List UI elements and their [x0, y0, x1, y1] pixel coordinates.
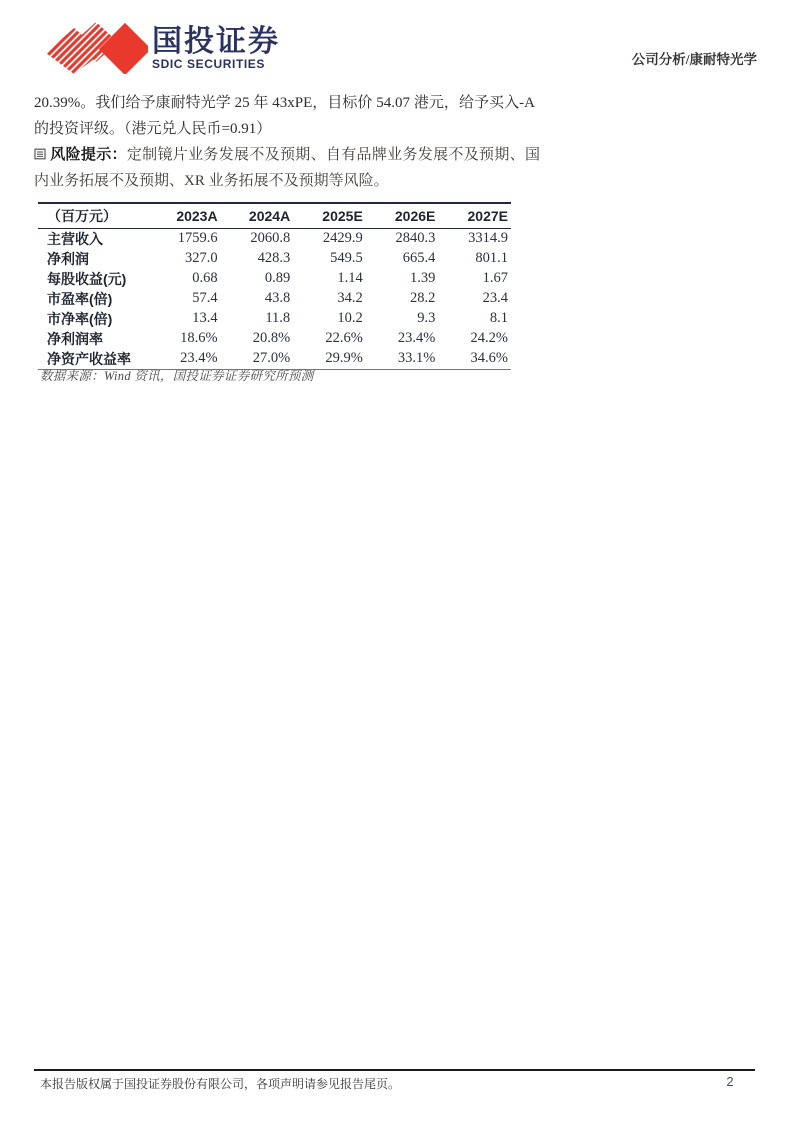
cell-value: 1.14	[337, 270, 363, 286]
brand-text	[152, 22, 280, 71]
cell-value: 29.9%	[325, 350, 363, 366]
cell-value: 9.3	[417, 310, 436, 326]
cell-value: 8.1	[489, 310, 508, 326]
table-row	[38, 249, 511, 269]
financial-table-body	[38, 228, 511, 369]
row-label: 市净率(倍)	[47, 310, 113, 327]
table-header	[38, 203, 511, 228]
row-label: 每股收益(元)	[47, 270, 127, 287]
cell-value: 33.1%	[397, 350, 436, 366]
row-label: 净利润	[47, 250, 89, 267]
cell-value: 428.3	[257, 250, 291, 266]
row-label: 净资产收益率	[47, 350, 131, 367]
cell-value: 1.67	[482, 270, 508, 286]
report-category: 公司分析/康耐特光学	[631, 52, 757, 67]
cell-value: 1759.6	[177, 230, 218, 246]
cell-value: 57.4	[192, 290, 218, 306]
column-header-2026e: 2026E	[366, 203, 439, 228]
data-source-note: 数据来源：Wind 资讯，国投证券证券研究所预测	[40, 369, 314, 383]
cell-value: 23.4	[482, 290, 508, 306]
table-row	[38, 289, 511, 309]
page-number: 2	[726, 1074, 734, 1089]
cell-value: 327.0	[184, 250, 218, 266]
cell-value: 2840.3	[395, 230, 436, 246]
cell-value: 2060.8	[250, 230, 291, 246]
sdic-logo-icon	[44, 22, 148, 74]
cell-value: 801.1	[475, 250, 508, 266]
brand-name-cn: 国投证券	[152, 25, 280, 58]
column-header-2027e: 2027E	[438, 203, 511, 228]
risk-paragraph	[34, 143, 540, 194]
cell-value: 20.8%	[252, 330, 291, 346]
cell-value: 34.2	[337, 290, 363, 306]
footer-disclaimer: 本报告版权属于国投证券股份有限公司，各项声明请参见报告尾页。	[40, 1077, 401, 1091]
cell-value: 13.4	[192, 310, 218, 326]
cell-value: 0.89	[264, 270, 291, 286]
table-row	[38, 269, 511, 289]
row-label: 净利润率	[47, 330, 103, 347]
valuation-paragraph: 20.39%。我们给予康耐特光学 25 年 43xPE，目标价 54.07 港元，给予买入-A 的投资评级。（港元兑人民币=0.91）	[34, 95, 535, 137]
cell-value: 22.6%	[325, 330, 363, 346]
risk-label: 风险提示：	[50, 147, 127, 163]
cell-value: 11.8	[265, 310, 291, 326]
brand-name-en: SDIC SECURITIES	[152, 57, 266, 71]
cell-value: 24.2%	[470, 330, 508, 346]
row-label: 主营收入	[47, 230, 103, 247]
column-header-2024a: 2024A	[221, 203, 294, 228]
table-row	[38, 309, 511, 329]
cell-value: 549.5	[330, 250, 363, 266]
cell-value: 27.0%	[252, 350, 291, 366]
column-header-2025e: 2025E	[293, 203, 366, 228]
cell-value: 0.68	[192, 270, 218, 286]
cell-value: 28.2	[410, 290, 436, 306]
cell-value: 3314.9	[468, 230, 508, 246]
column-header-2023a: 2023A	[148, 203, 221, 228]
column-header-unit: （百万元）	[38, 203, 148, 228]
table-row	[38, 329, 511, 349]
cell-value: 2429.9	[322, 230, 363, 246]
footer-divider	[34, 1069, 755, 1071]
cell-value: 10.2	[337, 310, 363, 326]
cell-value: 1.39	[410, 270, 436, 286]
financial-forecast-table	[38, 202, 511, 370]
table-row	[38, 228, 511, 249]
table-header-row	[38, 203, 511, 228]
brand-logo	[44, 22, 280, 74]
row-label: 市盈率(倍)	[47, 290, 113, 307]
list-icon	[34, 144, 46, 156]
risk-text: 定制镜片业务发展不及预期、自有品牌业务发展不及预期、国内业务拓展不及预期、XR 业务拓展不及预期等风险。	[34, 147, 540, 189]
cell-value: 18.6%	[180, 330, 218, 346]
cell-value: 23.4%	[397, 330, 436, 346]
cell-value: 23.4%	[180, 350, 218, 366]
cell-value: 34.6%	[470, 350, 508, 366]
cell-value: 43.8	[264, 290, 291, 306]
cell-value: 665.4	[402, 250, 436, 266]
